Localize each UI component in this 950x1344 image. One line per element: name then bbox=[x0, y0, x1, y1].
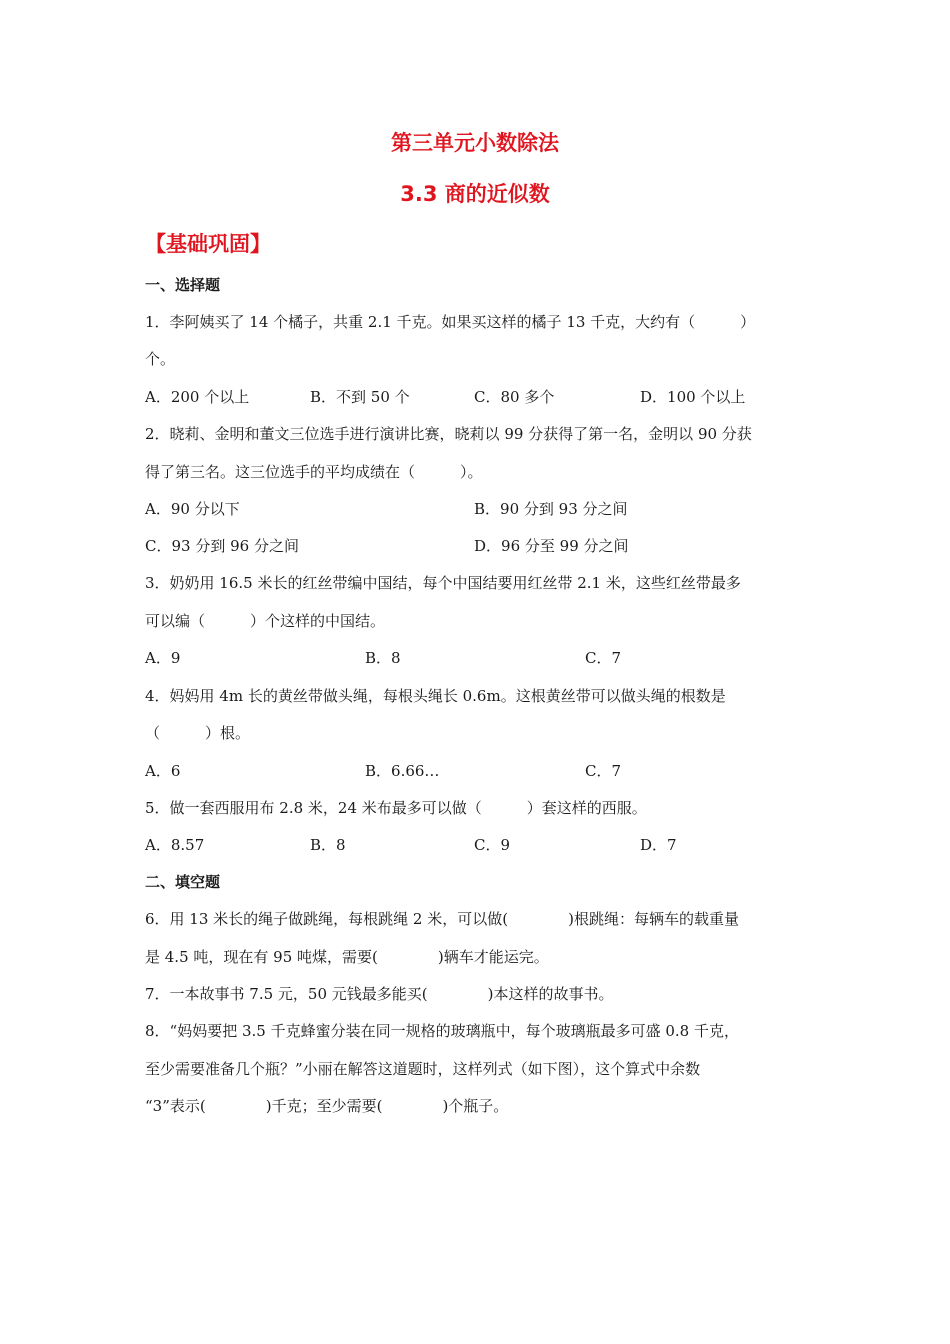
question-1-line-2: 个。 bbox=[145, 350, 176, 368]
section-fill-title: 二、填空题 bbox=[145, 873, 221, 891]
question-2-line-1: 2．晓莉、金明和董文三位选手进行演讲比赛，晓莉以 99 分获得了第一名，金明以 90 分获 bbox=[145, 425, 752, 443]
section-header-basic: 【基础巩固】 bbox=[145, 232, 271, 256]
question-6-line-1: 6．用 13 米长的绳子做跳绳，每根跳绳 2 米，可以做( )根跳绳：每辆车的载重量 bbox=[145, 910, 739, 928]
question-3-option-c: C．7 bbox=[585, 649, 622, 667]
question-7-line-1: 7．一本故事书 7.5 元，50 元钱最多能买( )本这样的故事书。 bbox=[145, 985, 614, 1003]
question-3-line-1: 3．奶奶用 16.5 米长的红丝带编中国结，每个中国结要用红丝带 2.1 米，这些红丝带最多 bbox=[145, 574, 741, 592]
question-6-line-2: 是 4.5 吨，现在有 95 吨煤，需要( )辆车才能运完。 bbox=[145, 948, 549, 966]
question-5-option-d: D．7 bbox=[640, 836, 677, 854]
question-8-line-3: “3”表示( )千克；至少需要( )个瓶子。 bbox=[145, 1097, 509, 1115]
question-2-option-d: D．96 分至 99 分之间 bbox=[474, 537, 629, 555]
section-choice-title: 一、选择题 bbox=[145, 276, 221, 294]
question-3-option-a: A．9 bbox=[145, 649, 181, 667]
question-5-line-1: 5．做一套西服用布 2.8 米，24 米布最多可以做（ ）套这样的西服。 bbox=[145, 799, 647, 817]
question-1-line-1: 1．李阿姨买了 14 个橘子，共重 2.1 千克。如果买这样的橘子 13 千克，大约有（ ） bbox=[145, 313, 756, 331]
page-subtitle: 3.3 商的近似数 bbox=[400, 182, 550, 206]
question-2-option-b: B．90 分到 93 分之间 bbox=[474, 500, 628, 518]
question-8-line-2: 至少需要准备几个瓶？”小丽在解答这道题时，这样列式（如下图），这个算式中余数 bbox=[145, 1060, 701, 1078]
question-2-option-c: C．93 分到 96 分之间 bbox=[145, 537, 299, 555]
question-4-line-2: （ ）根。 bbox=[145, 724, 251, 742]
question-4-line-1: 4．妈妈用 4m 长的黄丝带做头绳，每根头绳长 0.6m。这根黄丝带可以做头绳的根数是 bbox=[145, 687, 726, 705]
question-5-option-a: A．8.57 bbox=[145, 836, 205, 854]
question-3-line-2: 可以编（ ）个这样的中国结。 bbox=[145, 612, 386, 630]
question-4-option-b: B．6.66… bbox=[365, 762, 440, 780]
page-title: 第三单元小数除法 bbox=[391, 131, 559, 155]
question-5-option-c: C．9 bbox=[474, 836, 511, 854]
question-2-line-2: 得了第三名。这三位选手的平均成绩在（ ）。 bbox=[145, 463, 483, 481]
question-4-option-a: A．6 bbox=[145, 762, 181, 780]
question-3-option-b: B．8 bbox=[365, 649, 401, 667]
question-4-option-c: C．7 bbox=[585, 762, 622, 780]
question-8-line-1: 8．“妈妈要把 3.5 千克蜂蜜分装在同一规格的玻璃瓶中，每个玻璃瓶最多可盛 0.8 千克， bbox=[145, 1022, 739, 1040]
question-5-option-b: B．8 bbox=[310, 836, 346, 854]
question-1-option-b: B．不到 50 个 bbox=[310, 388, 410, 406]
question-2-option-a: A．90 分以下 bbox=[145, 500, 240, 518]
question-1-option-c: C．80 多个 bbox=[474, 388, 555, 406]
question-1-option-d: D．100 个以上 bbox=[640, 388, 746, 406]
question-1-option-a: A．200 个以上 bbox=[145, 388, 250, 406]
